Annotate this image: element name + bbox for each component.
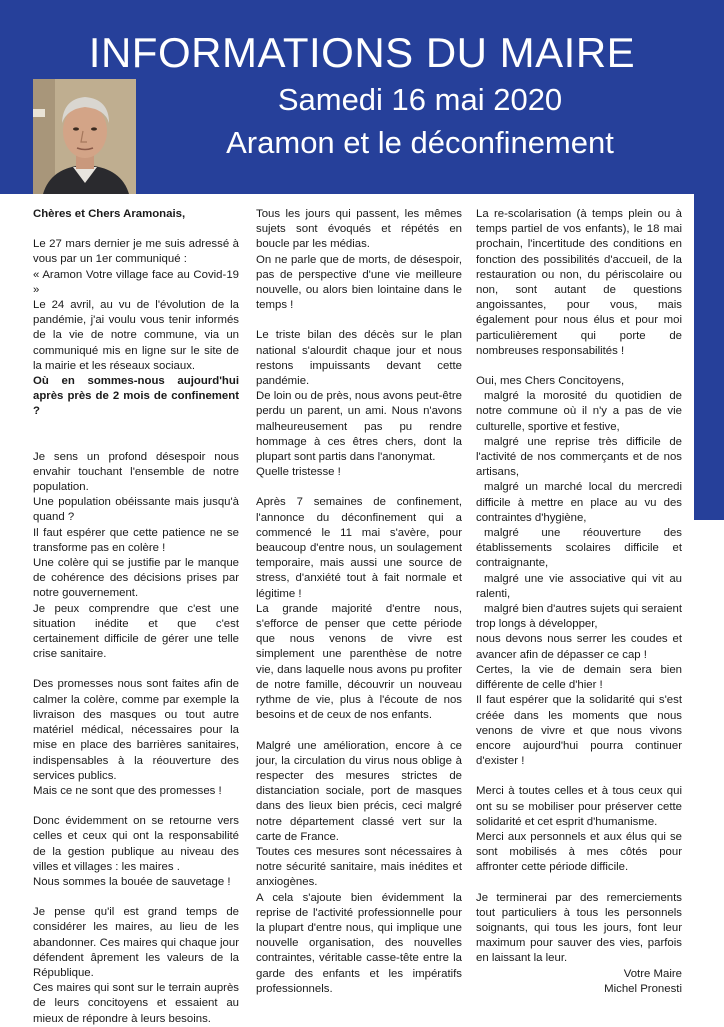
paragraph: De loin ou de près, nous avons peut-être perdu un parent, un ami. Nous n'avons malheureusement pas pu rendre hommage à ces êtres chers, dont la plupart sont partis dans l'anonymat. bbox=[256, 390, 462, 464]
paragraph: Toutes ces mesures sont nécessaires à notre sécurité sanitaire, mais inédites et anxiogènes. bbox=[256, 845, 462, 889]
paragraph: Donc évidemment on se retourne vers celles et ceux qui ont la responsabilité de la gestion publique au niveau des villes et villages : les maires . bbox=[33, 815, 239, 873]
paragraph: Une colère qui se justifie par le manque de cohérence des décisions prises par notre gouvernement. bbox=[33, 557, 239, 600]
paragraph: Ces maires qui sont sur le terrain auprès de leurs concitoyens et essaient au mieux de répondre à leurs besoins. bbox=[33, 982, 239, 1025]
list-item: malgré la morosité du quotidien de notre commune où il n'y a pas de vie culturelle, sportive et festive, bbox=[476, 390, 682, 433]
page-title: INFORMATIONS DU MAIRE bbox=[88, 29, 636, 76]
list-item: malgré bien d'autres sujets qui seraient trop longs à développer, bbox=[476, 603, 682, 631]
column-2 bbox=[256, 207, 462, 997]
subtitle-heading: Aramon et le déconfinement bbox=[226, 125, 614, 160]
list-item: malgré un marché local du mercredi difficile à mettre en place au vu des contraintes d'hygiène, bbox=[476, 481, 682, 524]
paragraph: Je sens un profond désespoir nous envahir touchant l'ensemble de notre population. bbox=[33, 450, 239, 494]
salutation: Chères et Chers Aramonais, bbox=[33, 208, 186, 220]
paragraph: Mais ce ne sont que des promesses ! bbox=[33, 784, 222, 797]
paragraph: Des promesses nous sont faites afin de calmer la colère, comme par exemple la livraison des masques ou tout autre matériel médical, nécessaires pour la mise en place des barrières sanitaires, indispensables à la réouverture des services publics. bbox=[33, 678, 239, 782]
question-heading: Où en sommes-nous aujourd'hui après près de 2 mois de confinement ? bbox=[33, 375, 239, 418]
paragraph: Merci à toutes celles et à tous ceux qui ont su se mobiliser pour préserver cette solidarité et cet esprit d'humanisme. bbox=[476, 785, 682, 828]
paragraph: Le triste bilan des décès sur le plan national s'alourdit chaque jour et nous restons impuissants devant cette pandémie. bbox=[256, 329, 462, 388]
paragraph: Je pense qu'il est grand temps de considérer les maires, au lieu de les abandonner. Ces maires qui chaque jour défendent âprement les valeurs de la République. bbox=[33, 906, 239, 979]
side-stripe bbox=[694, 194, 724, 520]
paragraph: Il faut espérer que la solidarité qui s'est créée dans les moments que nous venons de vivre et que nous vivons encore aujourd'hui pourra continuer d'exister ! bbox=[476, 694, 682, 768]
paragraph: Le 27 mars dernier je me suis adressé à vous par un 1er communiqué : bbox=[33, 238, 239, 266]
portrait-image bbox=[33, 79, 136, 194]
paragraph: Après 7 semaines de confinement, l'annonce du déconfinement qui a commencé le 11 mai s'avère, pour beaucoup d'entre nous, un soulagement temporaire, mais aussi une source de stress, d'anxiété tout à fait normale et légitime ! bbox=[256, 496, 462, 600]
paragraph: La re-scolarisation (à temps plein ou à temps partiel de vos enfants), le 18 mai prochain, l'incertitude des conditions en fonction des possibilités d'accueil, de la restauration ou non, du périscolaire ou non, sont autant de questions angoissantes, pour vous, mais également pour nous élus et pour moi particulièrement qui porte de nombreuses responsabilités ! bbox=[476, 208, 682, 357]
column-3 bbox=[476, 207, 682, 997]
paragraph: Oui, mes Chers Concitoyens, bbox=[476, 375, 625, 388]
paragraph: On ne parle que de morts, de désespoir, pas de perspective d'une vie meilleure nouvelle, ou alors bien lointaine dans le temps ! bbox=[256, 253, 462, 312]
paragraph: Merci aux personnels et aux élus qui se sont mobilisés à mes côtés pour affronter cette période difficile. bbox=[476, 830, 682, 874]
paragraph: Tous les jours qui passent, les mêmes sujets sont évoqués et répétés en boucle par les médias. bbox=[256, 208, 462, 251]
paragraph: nous devons nous serrer les coudes et avancer afin de dépasser ce cap ! bbox=[476, 633, 682, 661]
paragraph: La grande majorité d'entre nous, s'efforce de penser que cette période que nous venons de vivre est simplement une parenthèse de notre vie, dans laquelle nous avons pu profiter de notre famille, découvrir un nouveau rythme de vie, plus à l'écoute de nos besoins et de ceux de nos enfants. bbox=[256, 602, 462, 722]
paragraph: Quelle tristesse ! bbox=[256, 466, 341, 479]
column-1 bbox=[33, 207, 239, 1027]
date-heading: Samedi 16 mai 2020 bbox=[277, 82, 563, 117]
paragraph: Une population obéissante mais jusqu'à quand ? bbox=[33, 496, 239, 524]
paragraph: Certes, la vie de demain sera bien différente de celle d'hier ! bbox=[476, 663, 682, 692]
paragraph: Il faut espérer que cette patience ne se transforme pas en colère ! bbox=[33, 526, 239, 554]
list-item: malgré une réouverture des établissements scolaires difficile et contraignante, bbox=[476, 527, 682, 570]
signature-name: Michel Pronesti bbox=[604, 982, 682, 995]
paragraph: « Aramon Votre village face au Covid-19 » bbox=[33, 268, 239, 296]
paragraph: Je peux comprendre que c'est une situation inédite et que c'est certainement difficile de gérer une telle crise sanitaire. bbox=[33, 602, 239, 661]
list-item: malgré une reprise très difficile de l'activité de nos commerçants et de nos artisans, bbox=[476, 435, 682, 479]
paragraph: Malgré une amélioration, encore à ce jour, la circulation du virus nous oblige à respecter des mesures strictes de distanciation sociale, port de masques dans des lieux bien précis, ceci malgré notre département classé vert sur la carte de France. bbox=[256, 739, 462, 843]
paragraph: Nous sommes la bouée de sauvetage ! bbox=[33, 875, 231, 888]
signature-title: Votre Maire bbox=[623, 967, 682, 980]
paragraph: A cela s'ajoute bien évidemment la reprise de l'activité professionnelle pour la plupart d'entre nous, qui implique une nouvelle organisation, des nouvelles contraintes, véritable casse-tête entre la garde des enfants et les impératifs professionnels. bbox=[256, 891, 462, 995]
list-item: malgré une vie associative qui vit au ralenti, bbox=[476, 572, 682, 600]
paragraph: Je terminerai par des remerciements tout particuliers à tous les personnels soignants, qui tous les jours, font leur maximum pour sauver des vies, parfois en laissant la leur. bbox=[476, 891, 682, 965]
mayor-portrait bbox=[33, 79, 136, 194]
paragraph: Le 24 avril, au vu de l'évolution de la pandémie, j'ai voulu vous tenir informés de la vie de notre commune, via un communiqué mis en ligne sur le site de la mairie et les réseaux sociaux. bbox=[33, 299, 239, 372]
